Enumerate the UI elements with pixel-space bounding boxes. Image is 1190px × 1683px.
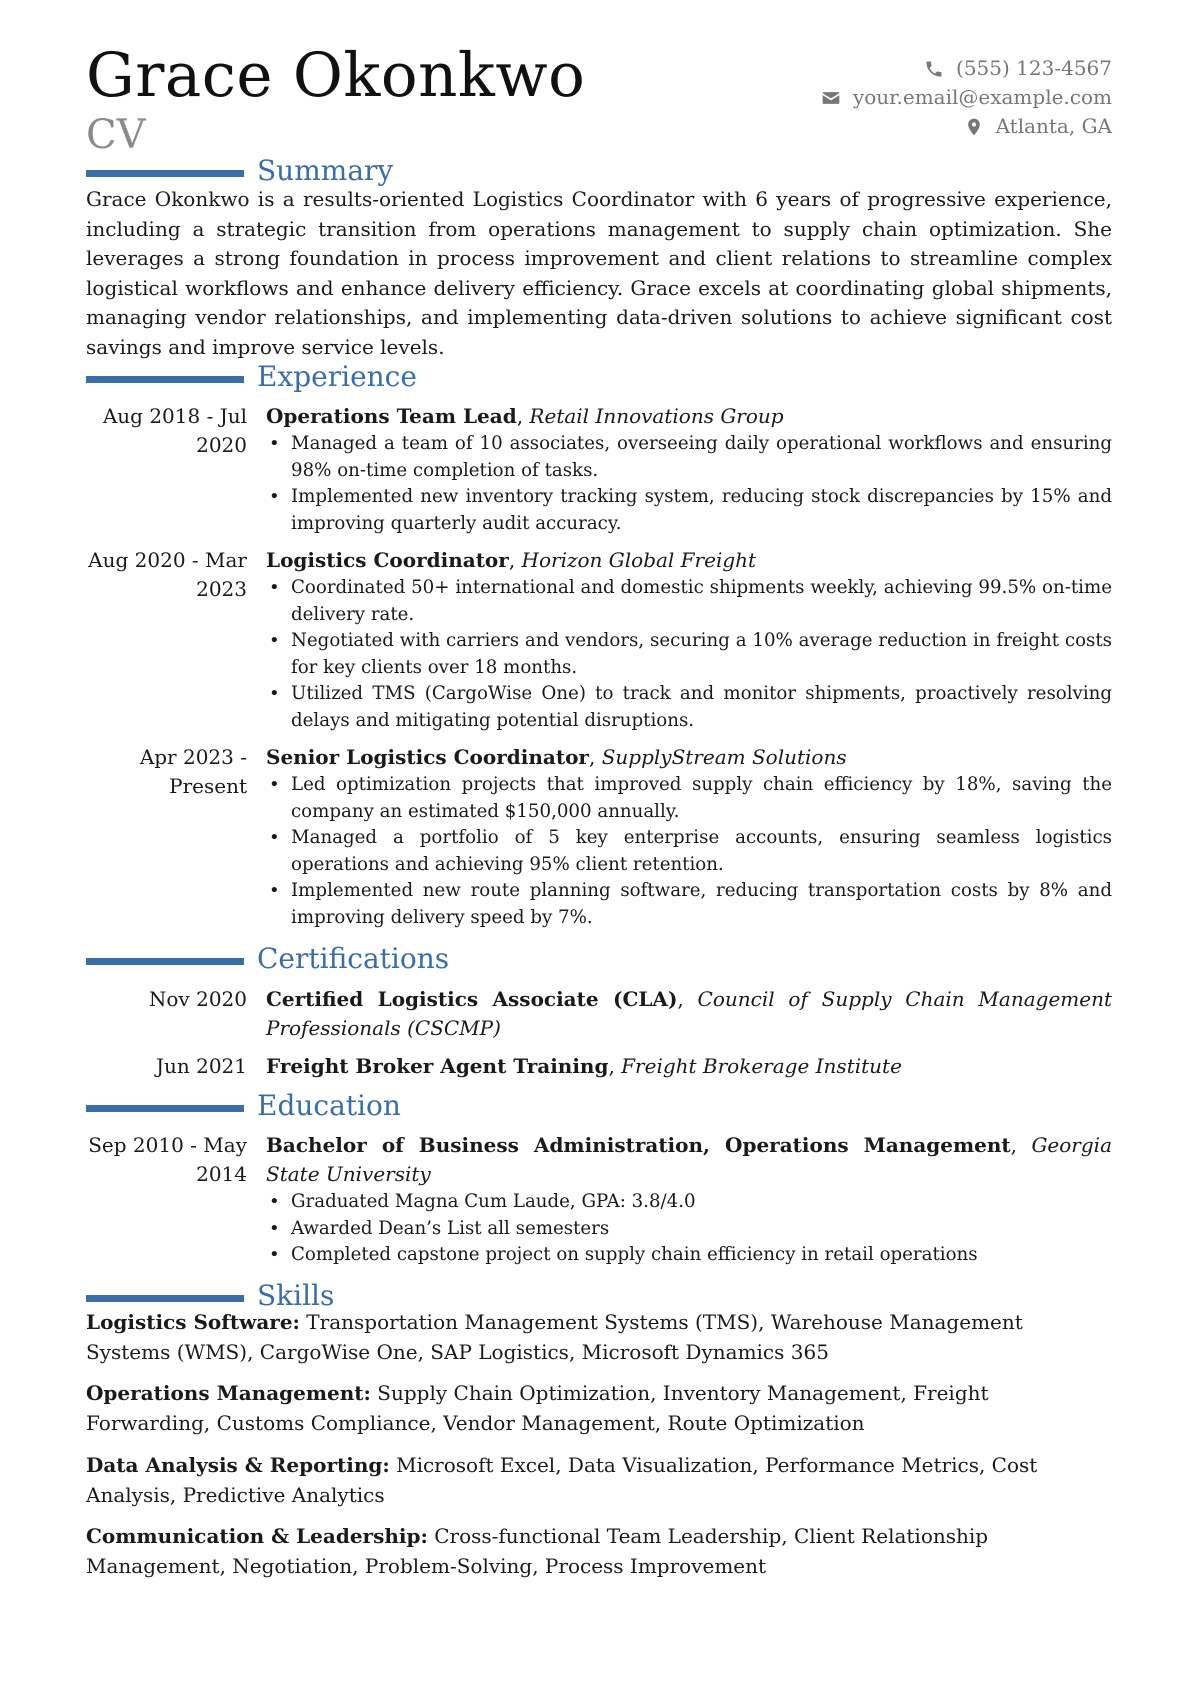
organization: Freight Brokerage Institute <box>621 1054 902 1078</box>
skill-items: Cross-functional Team Leadership, Client Relationship Management, Negotiation, Problem-Solving, Process Improvement <box>86 1524 989 1578</box>
skill-category: Data Analysis & Reporting: <box>86 1453 390 1477</box>
entry-title: Logistics Coordinator, Horizon Global Freight <box>266 548 757 572</box>
heading-label: Certifications <box>257 942 450 975</box>
organization: Retail Innovations Group <box>529 404 784 428</box>
list-item: • Managed a team of 10 associates, overseeing daily operational workflows and ensuring 98% on-time completion of tasks. <box>266 431 1112 484</box>
skill-group <box>86 1308 1112 1367</box>
list-item: • Completed capstone project on supply chain efficiency in retail operations <box>266 1242 1112 1269</box>
envelope-icon <box>821 88 841 108</box>
heading-rule <box>86 376 244 383</box>
entry-title: Certified Logistics Associate (CLA), Council of Supply Chain Management Professionals (CSCMP) <box>266 987 1112 1040</box>
phone-number: (555) 123-4567 <box>956 56 1112 80</box>
document-subtitle: CV <box>86 112 146 158</box>
entry-date: Apr 2023 - Present <box>139 745 247 798</box>
list-item: • Coordinated 50+ international and domestic shipments weekly, achieving 99.5% on-time delivery rate. <box>266 575 1112 628</box>
skill-items: Microsoft Excel, Data Visualization, Performance Metrics, Cost Analysis, Predictive Analytics <box>86 1453 1038 1507</box>
entry-title: Operations Team Lead, Retail Innovations Group <box>266 404 784 428</box>
section-heading-education <box>86 1089 401 1123</box>
organization: SupplyStream Solutions <box>601 745 847 769</box>
contact-block <box>821 54 1112 141</box>
location-text: Atlanta, GA <box>995 114 1112 138</box>
role-title: Senior Logistics Coordinator <box>266 745 589 769</box>
bullet-list <box>266 772 1112 931</box>
list-item: • Utilized TMS (CargoWise One) to track and monitor shipments, proactively resolving delays and mitigating potential disruptions. <box>266 681 1112 734</box>
entry-date: Aug 2020 - Mar 2023 <box>88 548 247 601</box>
role-title: Operations Team Lead <box>266 404 517 428</box>
phone-icon <box>924 59 944 79</box>
summary-text: Grace Okonkwo is a results-oriented Logistics Coordinator with 6 years of progressive experience, including a strategic transition from operations management to supply chain optimization. She leverages a strong foundation in process improvement and client relations to streamline complex logistical workflows and enhance delivery efficiency. Grace excels at coordinating global shipments, managing vendor relationships, and implementing data-driven solutions to achieve significant cost savings and improve service levels. <box>86 187 1112 359</box>
skill-items: Transportation Management Systems (TMS), Warehouse Management Systems (WMS), CargoWise One, SAP Logistics, Microsoft Dynamics 365 <box>86 1310 1023 1364</box>
list-item: • Implemented new inventory tracking system, reducing stock discrepancies by 15% and improving quarterly audit accuracy. <box>266 484 1112 537</box>
entry-title: Senior Logistics Coordinator, SupplyStream Solutions <box>266 745 847 769</box>
entry-date: Aug 2018 - Jul 2020 <box>102 404 247 457</box>
list-item: • Implemented new route planning software, reducing transportation costs by 8% and improving delivery speed by 7%. <box>266 878 1112 931</box>
skill-items: Supply Chain Optimization, Inventory Management, Freight Forwarding, Customs Compliance, Vendor Management, Route Optimization <box>86 1381 989 1435</box>
heading-rule <box>86 1105 244 1112</box>
email-address[interactable]: your.email@example.com <box>852 85 1112 109</box>
list-item: • Awarded Dean’s List all semesters <box>266 1216 1112 1243</box>
certification-title: Certified Logistics Associate (CLA) <box>266 987 678 1011</box>
role-title: Logistics Coordinator <box>266 548 509 572</box>
section-heading-summary <box>86 154 393 188</box>
organization: Horizon Global Freight <box>521 548 757 572</box>
list-item: • Graduated Magna Cum Laude, GPA: 3.8/4.0 <box>266 1189 1112 1216</box>
section-heading-experience <box>86 360 417 394</box>
entry-date: Jun 2021 <box>155 1054 247 1078</box>
entry-date: Sep 2010 - May 2014 <box>88 1133 247 1186</box>
bullet-list <box>266 1189 1112 1269</box>
heading-rule <box>86 1295 244 1302</box>
entry-title: Bachelor of Business Administration, Operations Management, Georgia State University <box>266 1133 1112 1186</box>
contact-phone <box>821 54 1112 83</box>
heading-label: Education <box>257 1089 401 1122</box>
list-item: • Negotiated with carriers and vendors, securing a 10% average reduction in freight costs for key clients over 18 months. <box>266 628 1112 681</box>
institution: Georgia State University <box>266 1133 1112 1186</box>
certification-title: Freight Broker Agent Training <box>266 1054 609 1078</box>
contact-location <box>821 112 1112 141</box>
entry-date: Nov 2020 <box>148 987 247 1011</box>
skill-category: Communication & Leadership: <box>86 1524 428 1548</box>
heading-label: Summary <box>257 154 394 187</box>
heading-rule <box>86 958 244 965</box>
candidate-name: Grace Okonkwo <box>86 40 586 111</box>
list-item: • Led optimization projects that improved supply chain efficiency by 18%, saving the company an estimated $150,000 annually. <box>266 772 1112 825</box>
heading-rule <box>86 170 244 177</box>
bullet-list <box>266 431 1112 537</box>
contact-email <box>821 83 1112 112</box>
section-heading-certifications <box>86 942 449 976</box>
degree-title: Bachelor of Business Administration, Operations Management <box>266 1133 1011 1157</box>
heading-label: Experience <box>257 360 417 393</box>
skill-category: Logistics Software: <box>86 1310 300 1334</box>
bullet-list <box>266 575 1112 734</box>
organization: Council of Supply Chain Management Professionals (CSCMP) <box>266 987 1112 1040</box>
map-pin-icon <box>964 117 984 137</box>
entry-title: Freight Broker Agent Training, Freight Brokerage Institute <box>266 1054 902 1078</box>
skill-category: Operations Management: <box>86 1381 371 1405</box>
heading-label: Skills <box>257 1279 335 1312</box>
skill-group <box>86 1522 1112 1581</box>
list-item: • Managed a portfolio of 5 key enterprise accounts, ensuring seamless logistics operations and achieving 95% client retention. <box>266 825 1112 878</box>
skill-group <box>86 1379 1112 1438</box>
skill-group <box>86 1451 1112 1510</box>
